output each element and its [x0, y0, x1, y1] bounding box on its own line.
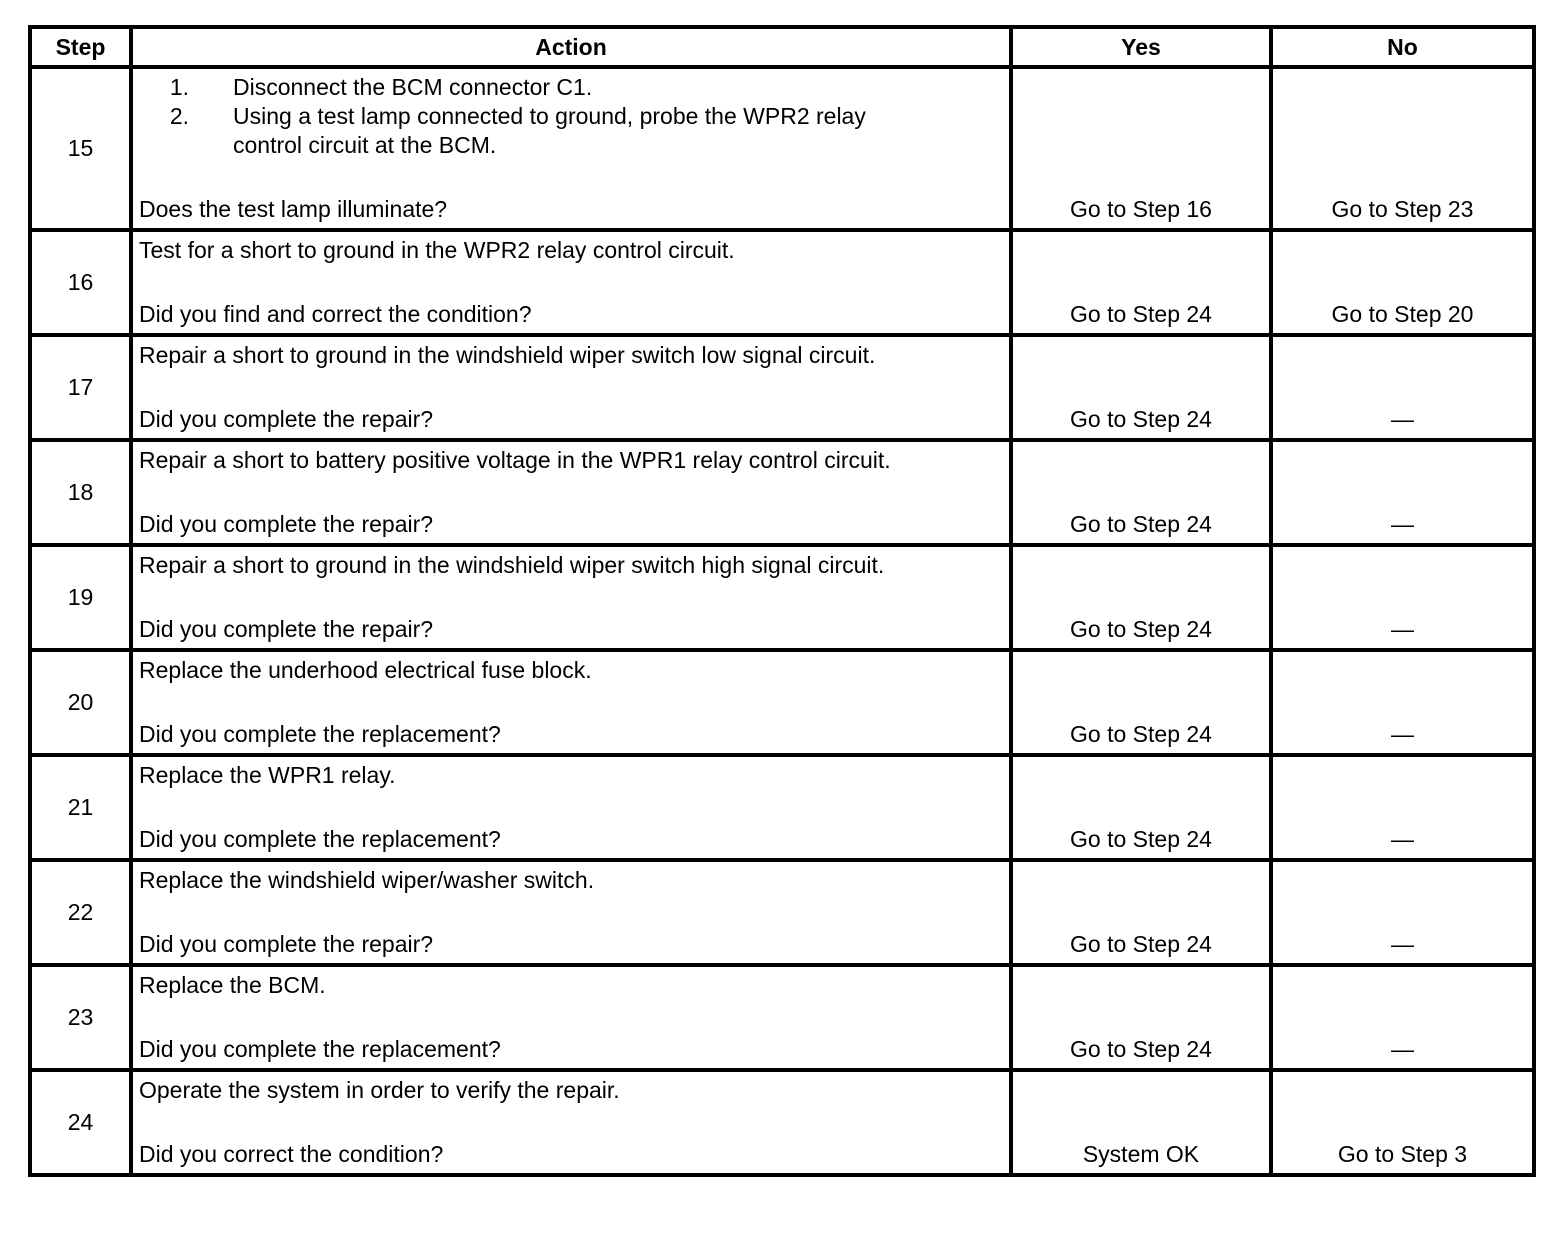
header-action: Action [131, 27, 1011, 67]
action-cell [131, 230, 1011, 335]
yes-result: Go to Step 16 [1070, 196, 1212, 222]
list-item [133, 102, 1009, 160]
step-number: 24 [30, 1070, 131, 1175]
step-number: 18 [30, 440, 131, 545]
no-result: — [1391, 616, 1414, 642]
yes-result: Go to Step 24 [1070, 826, 1212, 852]
yes-cell [1011, 755, 1271, 860]
step-number: 16 [30, 230, 131, 335]
step-number: 20 [30, 650, 131, 755]
action-cell [131, 545, 1011, 650]
header-row [30, 27, 1534, 67]
yes-cell [1011, 650, 1271, 755]
header-yes: Yes [1011, 27, 1271, 67]
no-result: — [1391, 721, 1414, 747]
step-number: 22 [30, 860, 131, 965]
no-result: — [1391, 511, 1414, 537]
table-row [30, 860, 1534, 965]
action-cell [131, 755, 1011, 860]
yes-cell [1011, 67, 1271, 230]
list-item-text: Using a test lamp connected to ground, probe the WPR2 relay control circuit at the BCM. [233, 103, 866, 158]
no-result: Go to Step 23 [1331, 196, 1474, 222]
action-question: Did you find and correct the condition? [139, 301, 532, 327]
list-item [133, 73, 1009, 102]
action-question: Did you complete the repair? [139, 616, 434, 642]
no-result: Go to Step 20 [1331, 301, 1474, 327]
action-cell [131, 965, 1011, 1070]
table-row [30, 230, 1534, 335]
yes-cell [1011, 965, 1271, 1070]
step-number: 17 [30, 335, 131, 440]
step-number: 15 [30, 67, 131, 230]
table-row [30, 755, 1534, 860]
yes-cell [1011, 860, 1271, 965]
no-result: — [1391, 826, 1414, 852]
yes-result: Go to Step 24 [1070, 406, 1212, 432]
yes-cell [1011, 545, 1271, 650]
yes-cell [1011, 1070, 1271, 1175]
action-question: Did you complete the replacement? [139, 721, 501, 747]
list-item-text: Disconnect the BCM connector C1. [233, 74, 593, 100]
table-row [30, 335, 1534, 440]
list-item-number: 2. [169, 103, 189, 129]
yes-cell [1011, 440, 1271, 545]
table-row [30, 650, 1534, 755]
table-row [30, 545, 1534, 650]
no-result: — [1391, 406, 1414, 432]
action-cell [131, 650, 1011, 755]
no-cell [1271, 440, 1534, 545]
action-cell [131, 440, 1011, 545]
action-instruction: Repair a short to ground in the windshield wiper switch low signal circuit. [139, 342, 876, 368]
yes-result: Go to Step 24 [1070, 616, 1212, 642]
action-question: Did you complete the repair? [139, 931, 434, 957]
action-question: Did you correct the condition? [139, 1141, 444, 1167]
list-item-number: 1. [169, 74, 189, 100]
header-step: Step [30, 27, 131, 67]
no-cell [1271, 755, 1534, 860]
diagnostic-table [28, 25, 1536, 1177]
no-cell [1271, 545, 1534, 650]
yes-cell [1011, 335, 1271, 440]
no-result: — [1391, 1036, 1414, 1062]
action-question: Did you complete the repair? [139, 511, 434, 537]
yes-result: System OK [1082, 1141, 1200, 1167]
action-cell [131, 860, 1011, 965]
table-row [30, 440, 1534, 545]
action-instruction: Replace the WPR1 relay. [139, 762, 396, 788]
yes-result: Go to Step 24 [1070, 511, 1212, 537]
action-question: Does the test lamp illuminate? [139, 196, 448, 222]
action-instruction: Test for a short to ground in the WPR2 relay control circuit. [139, 237, 735, 263]
action-question: Did you complete the replacement? [139, 826, 501, 852]
action-instruction: Repair a short to ground in the windshield wiper switch high signal circuit. [139, 552, 885, 578]
step-number: 19 [30, 545, 131, 650]
table-row [30, 965, 1534, 1070]
no-cell [1271, 67, 1534, 230]
action-instruction: Replace the windshield wiper/washer switch. [139, 867, 595, 893]
yes-result: Go to Step 24 [1070, 1036, 1212, 1062]
no-cell [1271, 335, 1534, 440]
action-instruction: Replace the underhood electrical fuse block. [139, 657, 592, 683]
table-row [30, 67, 1534, 230]
no-cell [1271, 650, 1534, 755]
no-cell [1271, 230, 1534, 335]
yes-result: Go to Step 24 [1070, 931, 1212, 957]
header-no: No [1271, 27, 1534, 67]
action-cell [131, 335, 1011, 440]
yes-cell [1011, 230, 1271, 335]
no-cell [1271, 965, 1534, 1070]
action-question: Did you complete the repair? [139, 406, 434, 432]
action-instruction: Repair a short to battery positive voltage in the WPR1 relay control circuit. [139, 447, 891, 473]
action-question: Did you complete the replacement? [139, 1036, 501, 1062]
action-list [133, 69, 1009, 160]
action-cell [131, 67, 1011, 230]
action-cell [131, 1070, 1011, 1175]
no-cell [1271, 860, 1534, 965]
table-row [30, 1070, 1534, 1175]
no-cell [1271, 1070, 1534, 1175]
no-result: — [1391, 931, 1414, 957]
step-number: 23 [30, 965, 131, 1070]
no-result: Go to Step 3 [1337, 1141, 1468, 1167]
action-instruction: Operate the system in order to verify the repair. [139, 1077, 620, 1103]
step-number: 21 [30, 755, 131, 860]
yes-result: Go to Step 24 [1070, 301, 1212, 327]
yes-result: Go to Step 24 [1070, 721, 1212, 747]
action-instruction: Replace the BCM. [139, 972, 326, 998]
